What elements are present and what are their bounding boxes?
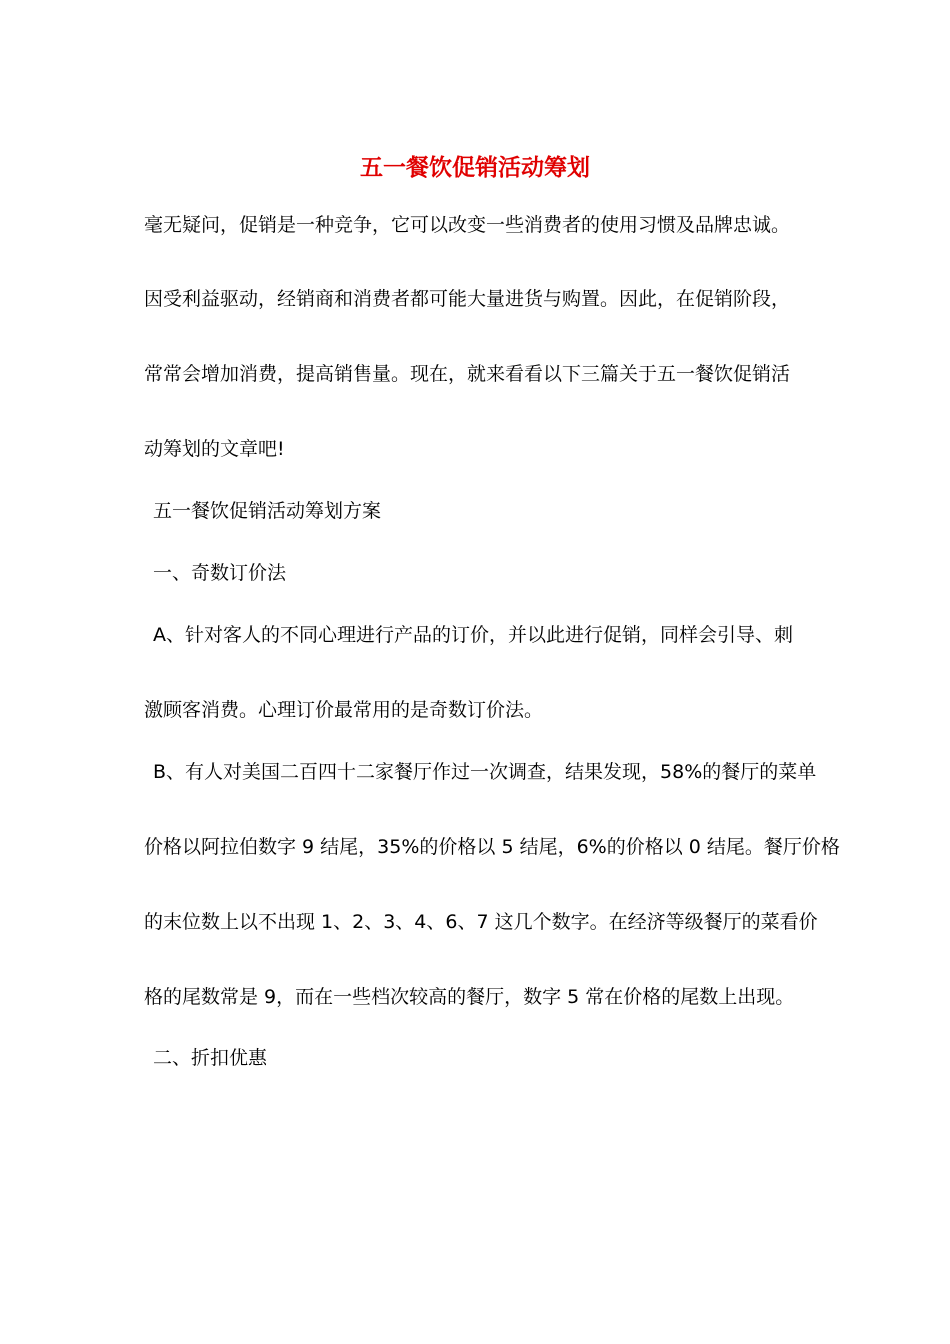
paragraph-line: 常常会增加消费，提高销售量。现在，就来看看以下三篇关于五一餐饮促销活 <box>144 363 791 385</box>
section-heading: 五一餐饮促销活动筹划方案 <box>153 500 382 522</box>
paragraph-line: 价格以阿拉伯数字 9 结尾，35%的价格以 5 结尾，6%的价格以 0 结尾。餐厅价格 <box>144 836 840 858</box>
paragraph-line: 激顾客消费。心理订价最常用的是奇数订价法。 <box>144 699 544 721</box>
section-heading: 一、奇数订价法 <box>153 562 287 584</box>
paragraph-line: B、有人对美国二百四十二家餐厅作过一次调查，结果发现，58%的餐厅的菜单 <box>153 761 817 783</box>
paragraph-line: A、针对客人的不同心理进行产品的订价，并以此进行促销，同样会引导、刺 <box>153 624 793 646</box>
paragraph-line: 格的尾数常是 9，而在一些档次较高的餐厅，数字 5 常在价格的尾数上出现。 <box>144 986 795 1008</box>
paragraph-line: 的末位数上以不出现 1、2、3、4、6、7 这几个数字。在经济等级餐厅的菜看价 <box>144 911 818 933</box>
document-title: 五一餐饮促销活动筹划 <box>360 155 590 181</box>
paragraph-line: 因受利益驱动，经销商和消费者都可能大量进货与购置。因此，在促销阶段， <box>144 288 791 310</box>
paragraph-line: 毫无疑问，促销是一种竞争，它可以改变一些消费者的使用习惯及品牌忠诚。 <box>144 214 791 236</box>
section-heading: 二、折扣优惠 <box>153 1047 268 1069</box>
paragraph-line: 动筹划的文章吧! <box>144 438 285 460</box>
